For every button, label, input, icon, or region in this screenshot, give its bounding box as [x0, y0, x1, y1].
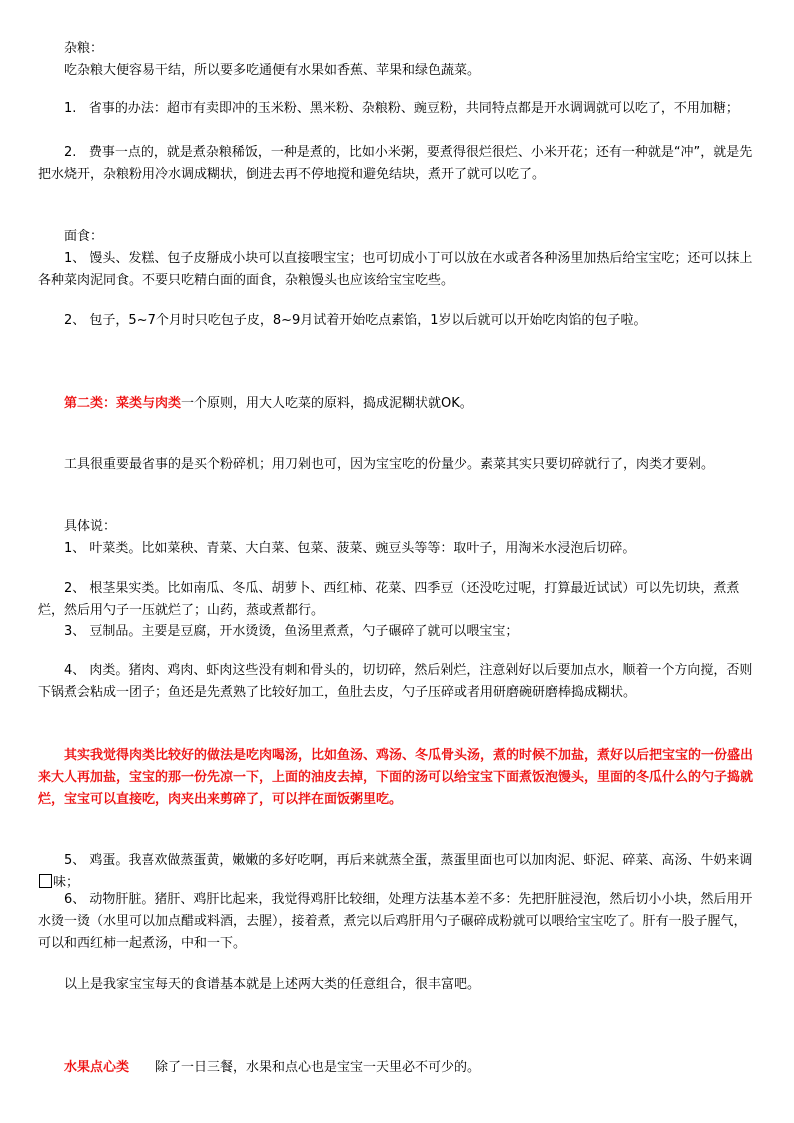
detail-item-4: 4、 肉类。猪肉、鸡肉、虾肉这些没有刺和骨头的，切切碎，然后剁烂，注意剁好以后要加点水，顺着一个方向搅，否则下锅煮会粘成一团子；鱼还是先煮熟了比较好加工，鱼肚去皮，勺子压碎或者用研磨碗研磨棒捣成糊状。 — [38, 663, 753, 700]
category-2-title: 第二类：菜类与肉类 — [64, 396, 182, 411]
fruit-title: 水果点心类 — [64, 1060, 130, 1075]
detail-item-5-tail: 味； — [53, 875, 80, 890]
red-highlight-paragraph: 其实我觉得肉类比较好的做法是吃肉喝汤，比如鱼汤、鸡汤、冬瓜骨头汤，煮的时候不加盐，煮好以后把宝宝的一份盛出来大人再加盐，宝宝的那一份先凉一下，上面的油皮去掉，下面的汤可以给宝宝下面煮饭泡馒头，里面的冬瓜什么的勺子捣就烂，宝宝可以直接吃，肉夹出来剪碎了，可以拌在面饭粥里吃。 — [38, 748, 754, 807]
fruit-heading — [64, 1057, 758, 1079]
category-2-heading — [64, 393, 758, 415]
mianshi-item-2: 2、 包子，5~7个月时只吃包子皮，8~9月试着开始吃点素馅，1岁以后就可以开始吃肉馅的包子啦。 — [64, 313, 647, 328]
detail-item-2: 2、 根茎果实类。比如南瓜、冬瓜、胡萝卜、西红柿、花菜、四季豆（还没吃过呢，打算最近试试）可以先切块，煮煮烂，然后用勺子一压就烂了；山药，蒸或煮都行。 — [38, 581, 740, 618]
detail-item-1: 1、 叶菜类。比如菜秧、青菜、大白菜、包菜、菠菜、豌豆头等等：取叶子，用淘米水浸泡后切碎。 — [64, 541, 636, 556]
fruit-text: 除了一日三餐，水果和点心也是宝宝一天里必不可少的。 — [155, 1060, 481, 1075]
mianshi-title: 面食： — [64, 229, 104, 244]
detail-title: 具体说： — [64, 519, 117, 534]
zagen-item-1 — [38, 98, 758, 120]
zagen-item-1-number: 1. — [64, 101, 77, 116]
detail-item-6: 6、 动物肝脏。猪肝、鸡肝比起来，我觉得鸡肝比较细，处理方法基本差不多：先把肝脏浸泡，然后切小小块，然后用开水烫一烫（水里可以加点醋或料酒，去腥），接着煮，煮完以后鸡肝用勺子碾碎成粉就可以喂给宝宝吃了。肝有一股子腥气，可以和西红柿一起煮汤，中和一下。 — [38, 892, 753, 951]
mianshi-item-1: 1、 馒头、发糕、包子皮掰成小块可以直接喂宝宝；也可切成小丁可以放在水或者各种汤里加热后给宝宝吃；还可以抹上各种菜肉泥同食。不要只吃精白面的面食，杂粮馒头也应该给宝宝吃些。 — [38, 251, 753, 288]
zagen-intro: 吃杂粮大便容易干结，所以要多吃通便有水果如香蕉、苹果和绿色蔬菜。 — [64, 63, 481, 78]
tools-paragraph: 工具很重要最省事的是买个粉碎机；用刀剁也可，因为宝宝吃的份量少。素菜其实只要切碎就行了，肉类才要剁。 — [64, 457, 715, 472]
summary-paragraph: 以上是我家宝宝每天的食谱基本就是上述两大类的任意组合，很丰富吧。 — [64, 977, 481, 992]
zagen-item-2-number: 2. — [64, 145, 77, 160]
missing-glyph-box — [39, 874, 52, 888]
zagen-item-2-text: 费事一点的，就是煮杂粮稀饭，一种是煮的，比如小米粥，要煮得很烂很烂、小米开花；还有一种就是“冲”，就是先把水烧开，杂粮粉用冷水调成糊状，倒进去再不停地搅和避免结块，煮开了就可以吃了。 — [38, 145, 753, 182]
zagen-title: 杂粮： — [64, 41, 104, 56]
detail-item-3: 3、 豆制品。主要是豆腐，开水烫烫，鱼汤里煮煮，勺子碾碎了就可以喂宝宝； — [64, 624, 519, 639]
category-2-text: 一个原则，用大人吃菜的原料，捣成泥糊状就OK。 — [181, 396, 473, 411]
detail-item-5-text: 5、 鸡蛋。我喜欢做蒸蛋黄，嫩嫩的多好吃啊，再后来就蒸全蛋，蒸蛋里面也可以加肉泥、虾泥、碎菜、高汤、牛奶来调 — [64, 853, 753, 868]
detail-item-5 — [38, 850, 758, 894]
zagen-item-2 — [38, 142, 758, 186]
zagen-item-1-text: 省事的办法：超市有卖即冲的玉米粉、黑米粉、杂粮粉、豌豆粉，共同特点都是开水调调就可以吃了，不用加糖； — [88, 101, 739, 116]
